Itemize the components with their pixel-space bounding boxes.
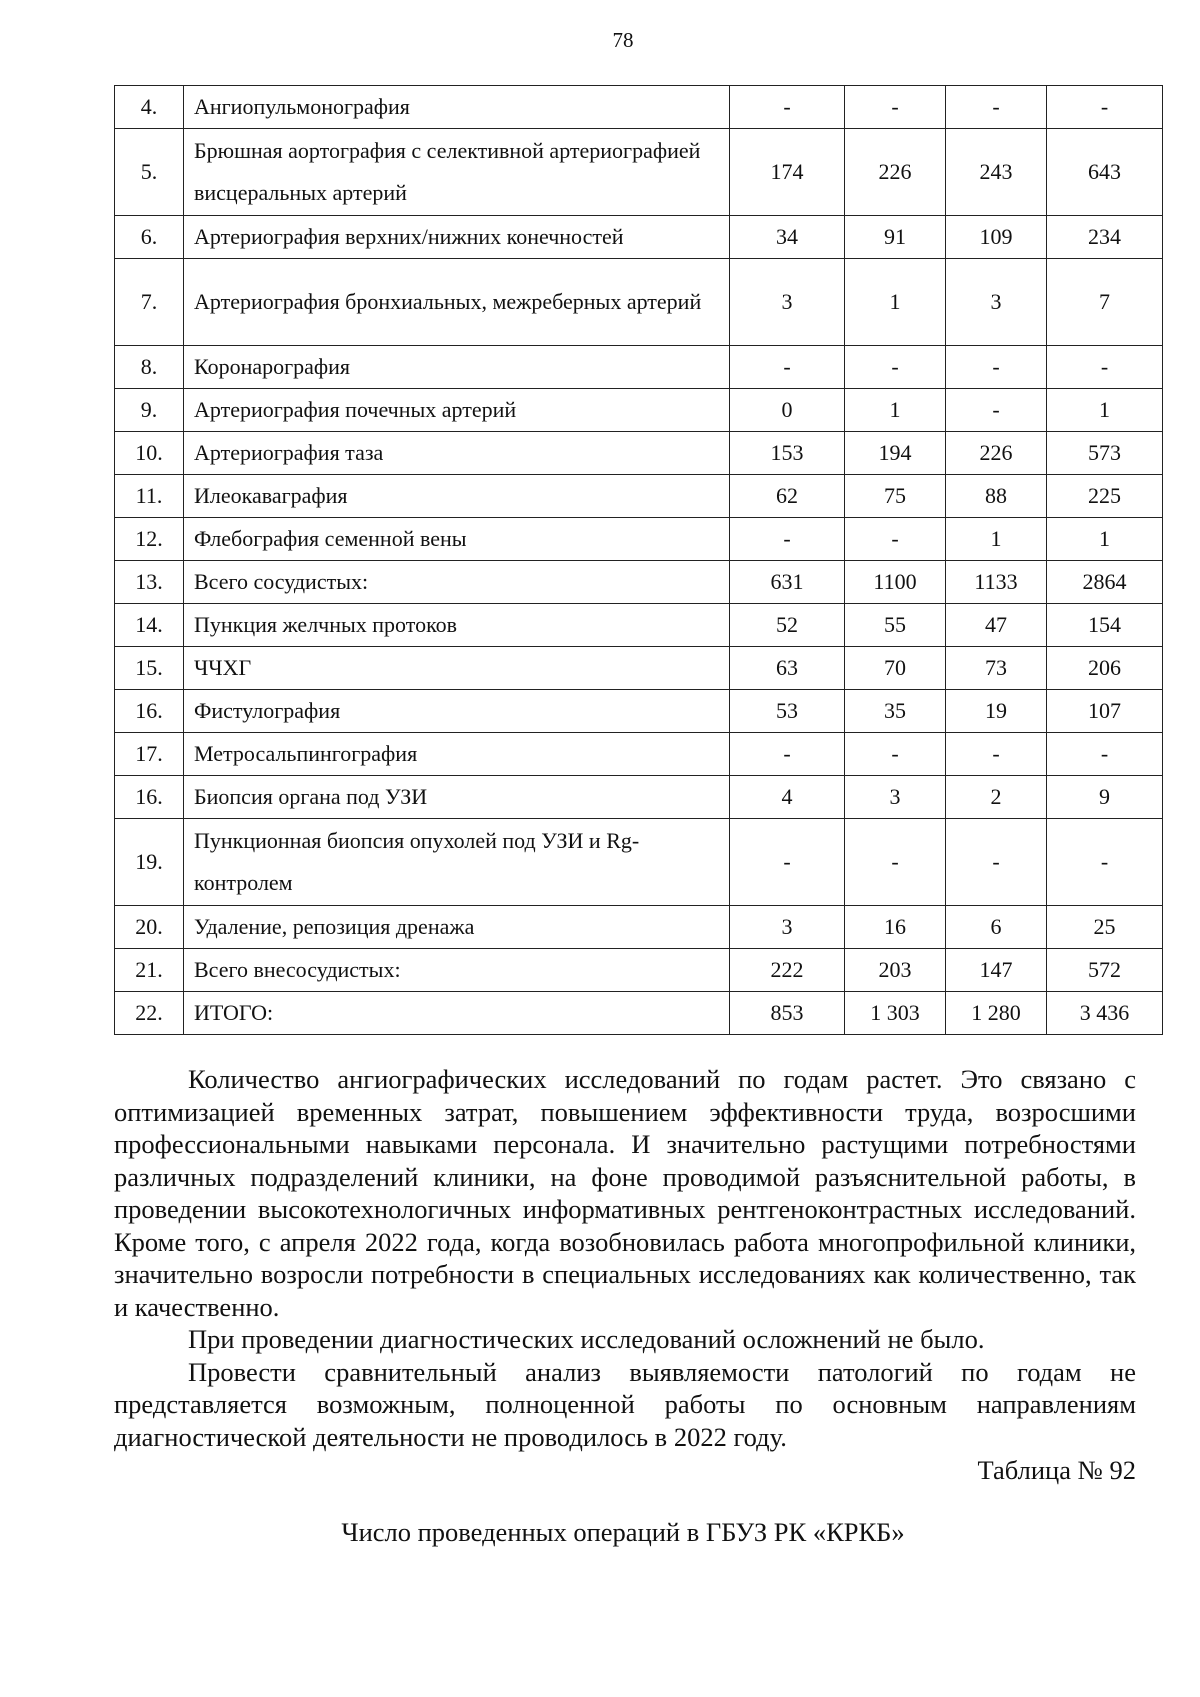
procedure-count: - [845,733,946,776]
row-number: 19. [115,819,184,906]
row-number: 21. [115,949,184,992]
procedure-count: 107 [1047,690,1163,733]
procedure-name: Всего сосудистых: [184,561,730,604]
row-number: 17. [115,733,184,776]
procedure-count: 91 [845,216,946,259]
procedure-count: 222 [730,949,845,992]
procedure-count: 16 [845,906,946,949]
procedure-count: 55 [845,604,946,647]
procedure-name: Пункция желчных протоков [184,604,730,647]
table-row [115,819,1163,906]
procedure-count: 153 [730,432,845,475]
procedure-count: - [946,819,1047,906]
procedure-count: - [730,346,845,389]
row-number: 15. [115,647,184,690]
procedure-count: - [730,733,845,776]
procedure-count: 19 [946,690,1047,733]
procedure-count: 7 [1047,259,1163,346]
procedure-count: 0 [730,389,845,432]
row-number: 12. [115,518,184,561]
row-number: 20. [115,906,184,949]
procedure-count: 572 [1047,949,1163,992]
table-row [115,561,1163,604]
procedure-count: 35 [845,690,946,733]
procedure-count: - [1047,86,1163,129]
procedure-count: 1 [946,518,1047,561]
procedure-count: - [730,86,845,129]
procedure-count: 3 [946,259,1047,346]
procedure-count: 3 [845,776,946,819]
procedure-count: 1 [845,389,946,432]
procedure-count: - [1047,819,1163,906]
procedure-name: Удаление, репозиция дренажа [184,906,730,949]
procedure-count: 234 [1047,216,1163,259]
procedure-count: 643 [1047,129,1163,216]
procedure-name: Метросальпингография [184,733,730,776]
table-row [115,776,1163,819]
procedure-name: Артериография таза [184,432,730,475]
table-row [115,475,1163,518]
table-row [115,346,1163,389]
procedure-count: 1 280 [946,992,1047,1035]
row-number: 16. [115,776,184,819]
procedure-name: Ангиопульмонография [184,86,730,129]
procedure-count: 6 [946,906,1047,949]
procedure-name: Артериография бронхиальных, межреберных артерий [184,259,730,346]
procedure-name: Илеокаваграфия [184,475,730,518]
table-row [115,518,1163,561]
procedure-count: - [845,86,946,129]
procedure-count: 853 [730,992,845,1035]
procedure-name: ИТОГО: [184,992,730,1035]
procedure-count: 1 303 [845,992,946,1035]
procedure-count: 1 [845,259,946,346]
procedure-count: 88 [946,475,1047,518]
procedure-name: Артериография почечных артерий [184,389,730,432]
procedure-count: - [1047,733,1163,776]
procedure-name: ЧЧХГ [184,647,730,690]
table-row [115,647,1163,690]
procedure-count: 147 [946,949,1047,992]
procedure-count: 243 [946,129,1047,216]
procedure-count: 1133 [946,561,1047,604]
page-number: 78 [612,28,634,52]
procedure-count: 1 [1047,389,1163,432]
procedure-count: 1 [1047,518,1163,561]
procedure-count: 62 [730,475,845,518]
table-row [115,604,1163,647]
procedures-table-body [115,86,1163,1035]
row-number: 13. [115,561,184,604]
table-row [115,690,1163,733]
row-number: 11. [115,475,184,518]
procedure-count: 573 [1047,432,1163,475]
procedure-name: Биопсия органа под УЗИ [184,776,730,819]
paragraph-analysis: Провести сравнительный анализ выявляемости патологий по годам не представляется возможным, полноценной работы по основным направлениям диагностической деятельности не проводилось в 2022 году. [114,1356,1136,1452]
table-row [115,949,1163,992]
procedure-count: - [1047,346,1163,389]
procedure-count: 53 [730,690,845,733]
procedure-count: 73 [946,647,1047,690]
paragraph-growth: Количество ангиографических исследований по годам растет. Это связано с оптимизацией временных затрат, повышением эффективности труда, возросшими профессиональными навыками персонала. И значительно растущими потребностями различных подразделений клиники, на фоне проводимой разъяснительной работы, в проведении высокотехнологичных информативных рентгеноконтрастных исследований. Кроме того, с апреля 2022 года, когда возобновилась работа многопрофильной клиники, значительно возросли потребности в специальных исследованиях как количественно, так и качественно. [114,1064,1136,1322]
procedure-count: 194 [845,432,946,475]
procedure-name: Артериография верхних/нижних конечностей [184,216,730,259]
table-row [115,992,1163,1035]
procedure-count: - [845,346,946,389]
procedure-count: - [946,86,1047,129]
procedure-count: 226 [845,129,946,216]
procedure-count: 206 [1047,647,1163,690]
procedure-count: 225 [1047,475,1163,518]
procedure-count: - [946,389,1047,432]
procedure-name: Коронарография [184,346,730,389]
body-text [114,1063,1136,1453]
procedure-count: 34 [730,216,845,259]
procedure-count: 3 436 [1047,992,1163,1035]
procedure-count: - [946,346,1047,389]
table-caption: Таблица № 92 [977,1455,1136,1485]
procedure-count: 154 [1047,604,1163,647]
procedure-count: - [730,819,845,906]
procedure-count: 2 [946,776,1047,819]
table-title: Число проведенных операций в ГБУЗ РК «КРКБ» [341,1517,905,1547]
table-row [115,733,1163,776]
procedures-table [114,85,1163,1035]
procedure-count: - [946,733,1047,776]
table-row [115,216,1163,259]
table-row [115,129,1163,216]
table-row [115,389,1163,432]
procedure-name: Всего внесосудистых: [184,949,730,992]
row-number: 22. [115,992,184,1035]
procedure-count: 2864 [1047,561,1163,604]
procedure-name: Фистулография [184,690,730,733]
table-row [115,432,1163,475]
row-number: 4. [115,86,184,129]
procedure-count: 52 [730,604,845,647]
procedure-count: 1100 [845,561,946,604]
procedure-count: 63 [730,647,845,690]
procedure-count: 25 [1047,906,1163,949]
table-row [115,86,1163,129]
procedure-name: Флебография семенной вены [184,518,730,561]
procedure-count: - [845,819,946,906]
row-number: 8. [115,346,184,389]
procedure-name: Брюшная аортография с селективной артериографией висцеральных артерий [184,129,730,216]
procedure-count: - [730,518,845,561]
row-number: 5. [115,129,184,216]
procedure-count: 203 [845,949,946,992]
paragraph-complications: При проведении диагностических исследований осложнений не было. [188,1324,985,1354]
procedure-count: 9 [1047,776,1163,819]
procedure-count: 631 [730,561,845,604]
procedure-name: Пункционная биопсия опухолей под УЗИ и Rg-контролем [184,819,730,906]
procedure-count: 70 [845,647,946,690]
row-number: 9. [115,389,184,432]
procedure-count: 3 [730,259,845,346]
procedure-count: - [845,518,946,561]
procedure-count: 47 [946,604,1047,647]
row-number: 16. [115,690,184,733]
row-number: 7. [115,259,184,346]
procedure-count: 174 [730,129,845,216]
procedure-count: 109 [946,216,1047,259]
row-number: 6. [115,216,184,259]
procedure-count: 75 [845,475,946,518]
procedure-count: 4 [730,776,845,819]
procedure-count: 226 [946,432,1047,475]
row-number: 14. [115,604,184,647]
table-row [115,259,1163,346]
row-number: 10. [115,432,184,475]
procedure-count: 3 [730,906,845,949]
table-row [115,906,1163,949]
